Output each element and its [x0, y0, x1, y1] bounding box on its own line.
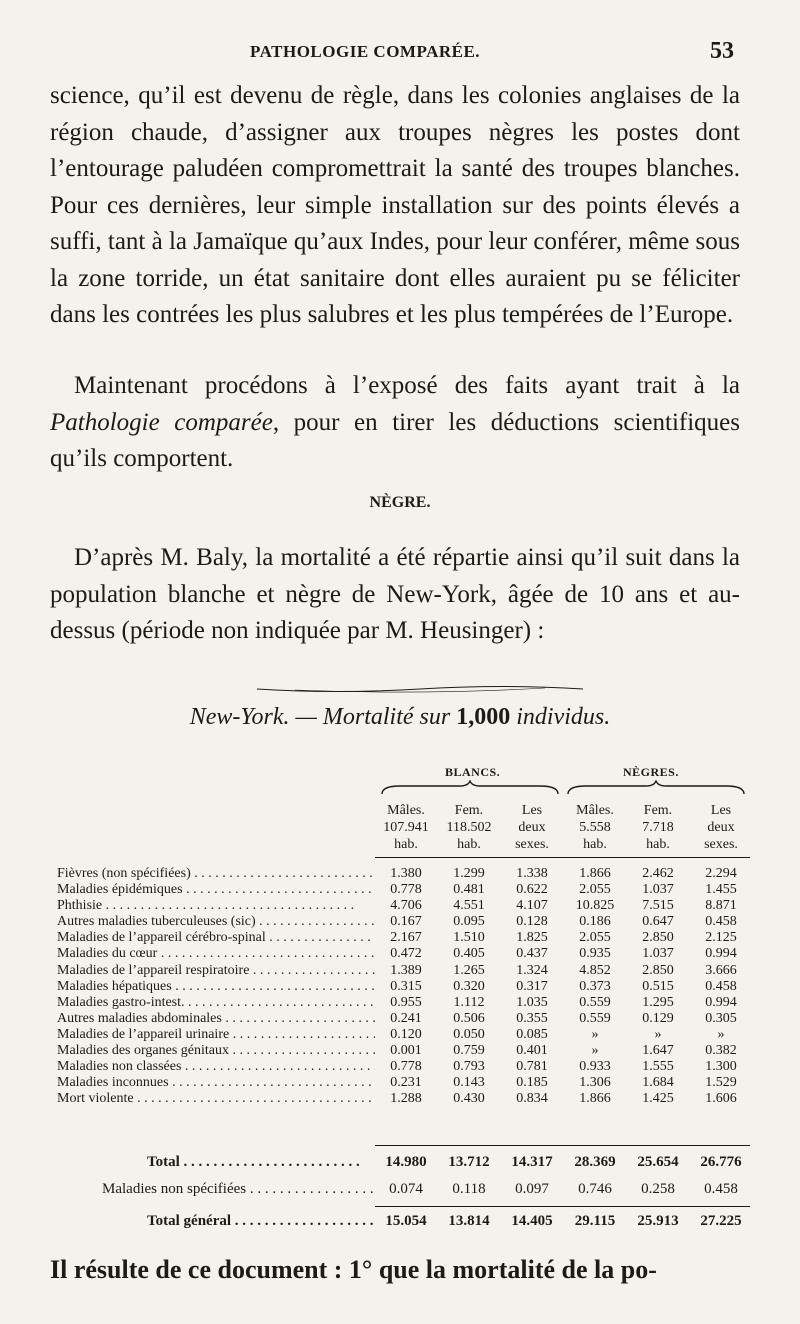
table-cell: 27.225 [700, 1213, 742, 1229]
unspecified-row [57, 1180, 757, 1198]
page-number: 53 [710, 38, 734, 64]
row-label: Maladies non classées . . . [57, 1059, 375, 1075]
table-cell: 1.035 [516, 994, 548, 1010]
paragraph-1: science, qu’il est devenu de règle, dans les colonies anglaises de la région chaude, d’assigner aux troupes nègres les postes dont l’entourage paludéen compromettrait la santé des troupes blanches. Pour ces dernières, leur simple installation sur des points élevés a suffi, tant à la Jamaïque qu’aux Indes, pour leur conférer, même sous la zone torride, un état sanitaire dont elles auraient pu se féliciter dans les contrées les plus salubres et les plus tempérées de l’Europe. [50, 82, 740, 328]
column-header-line: Les [710, 803, 732, 818]
row-label: Maladies de l’appareil respiratoire . . . [57, 963, 375, 979]
column-header [438, 802, 500, 853]
group-head-negres: NÈGRES. [623, 765, 679, 779]
table-cell: 0.955 [390, 994, 422, 1010]
table-cell: 0.258 [641, 1181, 675, 1197]
table-cell: 1.510 [453, 930, 485, 946]
table-row [57, 979, 757, 995]
table-cell: 0.746 [578, 1181, 612, 1197]
table-cell: 7.515 [642, 898, 674, 914]
table-cell: 0.437 [516, 946, 548, 962]
table-cell: 1.684 [642, 1075, 674, 1091]
row-label: Maladies épidémiques . . . [57, 882, 375, 898]
table-rule-top [375, 857, 750, 858]
table-cell: 1.425 [642, 1091, 674, 1107]
table-row [57, 995, 757, 1011]
table-cell: 0.778 [390, 1059, 422, 1075]
table-row [57, 1091, 757, 1107]
row-label: Autres maladies abdominales . . . [57, 1011, 375, 1027]
table-cell: 0.373 [579, 978, 611, 994]
table-cell: 2.125 [705, 930, 737, 946]
row-label: Maladies de l’appareil urinaire . . . [57, 1027, 375, 1043]
table-cell: 0.994 [705, 994, 737, 1010]
table-cell: 0.559 [579, 1010, 611, 1026]
table-row [57, 1059, 757, 1075]
table-row [57, 1027, 757, 1043]
table-title [0, 704, 800, 731]
table-cell: 1.037 [642, 882, 674, 898]
table-cell: 2.294 [705, 866, 737, 881]
table-cell: 1.295 [642, 994, 674, 1010]
table-cell: 0.315 [390, 978, 422, 994]
table-cell: 1.112 [453, 994, 485, 1010]
table-cell: 0.355 [516, 1010, 548, 1026]
column-header [627, 802, 689, 853]
table-cell: 0.085 [516, 1026, 548, 1042]
table-cell: 2.850 [642, 962, 674, 978]
table-row [57, 1011, 757, 1027]
table-cell: 0.305 [705, 1010, 737, 1026]
table-cell: 0.231 [390, 1075, 422, 1091]
table-cell: 0.241 [390, 1010, 422, 1026]
table-cell: 1.300 [705, 1059, 737, 1075]
table-cell: 2.055 [579, 930, 611, 946]
column-header-line: deux [518, 820, 546, 835]
table-cell: 0.401 [516, 1043, 548, 1059]
paragraph-2-end: , pour en tirer les déductions scientifiques qu’ils comportent. [50, 408, 740, 472]
table-cell: » [591, 1043, 599, 1059]
column-header-line: Fem. [454, 803, 484, 818]
column-header-line: deux [707, 820, 735, 835]
table-cell: 0.506 [453, 1010, 485, 1026]
table-cell: » [654, 1026, 662, 1042]
row-label: Maladies gastro-intest. . . . [57, 995, 375, 1011]
column-header-line: 5.558 [579, 820, 611, 835]
table-row [57, 914, 757, 930]
column-header-line: sexes. [704, 837, 738, 852]
column-header-line: hab. [457, 837, 481, 852]
grand-total-row [57, 1212, 757, 1230]
table-cell: 2.055 [579, 882, 611, 898]
table-cell: 4.551 [453, 898, 485, 914]
table-cell: 0.472 [390, 946, 422, 962]
row-label: Maladies hépatiques . . . [57, 979, 375, 995]
column-header-line: hab. [394, 837, 418, 852]
table-cell: 0.405 [453, 946, 485, 962]
table-cell: 14.980 [385, 1154, 427, 1170]
table-cell: 13.712 [448, 1154, 490, 1170]
table-row [57, 963, 757, 979]
table-cell: 0.647 [642, 914, 674, 930]
table-cell: 0.097 [515, 1181, 549, 1197]
table-row [57, 866, 757, 882]
table-cell: 0.458 [705, 914, 737, 930]
table-cell: 0.167 [390, 914, 422, 930]
table-cell: 10.825 [575, 898, 615, 914]
column-header-line: Mâles. [387, 803, 425, 818]
table-cell: 0.622 [516, 882, 548, 898]
table-row [57, 930, 757, 946]
table-cell: 4.852 [579, 962, 611, 978]
column-header-line: sexes. [515, 837, 549, 852]
table-cell: 1.389 [390, 962, 422, 978]
column-header [564, 802, 626, 853]
table-cell: 0.001 [390, 1043, 422, 1059]
table-cell: 1.529 [705, 1075, 737, 1091]
table-cell: 0.933 [579, 1059, 611, 1075]
column-header-line: 7.718 [642, 820, 674, 835]
table-cell: 1.647 [642, 1043, 674, 1059]
table-cell: 1.265 [453, 962, 485, 978]
table-cell: 0.185 [516, 1075, 548, 1091]
table-title-place: New-York. [189, 704, 290, 730]
table-cell: 0.559 [579, 994, 611, 1010]
row-label: Fièvres (non spécifiées) . . . [57, 866, 375, 882]
column-header [690, 802, 752, 853]
table-cell: 25.913 [637, 1213, 679, 1229]
brace-blancs [380, 780, 560, 796]
table-cell: 25.654 [637, 1154, 679, 1170]
table-cell: 0.515 [642, 978, 674, 994]
table-cell: 0.994 [705, 946, 737, 962]
table-cell: 0.128 [516, 914, 548, 930]
table-cell: 1.866 [579, 1091, 611, 1107]
table-cell: 1.606 [705, 1091, 737, 1107]
paragraph-2-start: Maintenant procédons à l’exposé des faits ayant trait à la [74, 372, 740, 399]
table-cell: 8.871 [705, 898, 737, 914]
table-cell: 0.481 [453, 882, 485, 898]
table-cell: 0.793 [453, 1059, 485, 1075]
table-cell: 1.037 [642, 946, 674, 962]
column-header-line: Mâles. [576, 803, 614, 818]
group-head-blancs: BLANCS. [445, 765, 501, 779]
table-cell: 29.115 [574, 1213, 616, 1229]
table-cell: 0.458 [704, 1181, 738, 1197]
table-cell: 14.405 [511, 1213, 553, 1229]
table-cell: » [591, 1026, 599, 1042]
row-label: Phthisie . . . [57, 898, 375, 914]
running-title: PATHOLOGIE COMPARÉE. [250, 42, 481, 61]
column-header-line: 118.502 [446, 820, 492, 835]
grand-total-label: Total général . . . [147, 1212, 375, 1230]
row-label: Mort violente . . . [57, 1091, 375, 1107]
column-header-line: hab. [646, 837, 670, 852]
row-label: Autres maladies tuberculeuses (sic) . . . [57, 914, 375, 930]
table-cell: 0.317 [516, 978, 548, 994]
table-row [57, 898, 757, 914]
table-cell: 0.118 [452, 1181, 486, 1197]
row-label: Maladies des organes génitaux . . . [57, 1043, 375, 1059]
row-label: Maladies inconnues . . . [57, 1075, 375, 1091]
table-cell: 0.186 [579, 914, 611, 930]
table-row [57, 1075, 757, 1091]
table-row [57, 1043, 757, 1059]
column-header [501, 802, 563, 853]
table-cell: 0.458 [705, 978, 737, 994]
column-header-line: Les [521, 803, 543, 818]
table-cell: 0.935 [579, 946, 611, 962]
column-header [375, 802, 437, 853]
table-cell: 2.850 [642, 930, 674, 946]
table-cell: 0.129 [642, 1010, 674, 1026]
table-cell: 3.666 [705, 962, 737, 978]
paragraph-4: Il résulte de ce document : 1° que la mortalité de la po- [50, 1255, 657, 1284]
table-body [57, 866, 757, 1107]
table-rule-grand-total [375, 1206, 750, 1207]
table-cell: 13.814 [448, 1213, 490, 1229]
table-cell: 1.455 [705, 882, 737, 898]
ornament-rule [255, 682, 585, 696]
table-row [57, 946, 757, 962]
table-cell: 1.555 [642, 1059, 674, 1075]
section-heading: NÈGRE. [369, 494, 431, 511]
table-cell: 14.317 [511, 1154, 553, 1170]
table-cell: 0.143 [453, 1075, 485, 1091]
table-cell: 4.706 [390, 898, 422, 914]
table-title-end: individus. [510, 704, 611, 730]
table-cell: 0.430 [453, 1091, 485, 1107]
table-row [57, 882, 757, 898]
table-cell: 1.338 [516, 866, 548, 881]
row-label: Maladies du cœur . . . [57, 946, 375, 962]
total-row [57, 1153, 757, 1171]
table-cell: 0.095 [453, 914, 485, 930]
table-cell: 2.167 [390, 930, 422, 946]
table-cell: 2.462 [642, 866, 674, 881]
table-cell: 4.107 [516, 898, 548, 914]
table-cell: 15.054 [385, 1213, 427, 1229]
table-cell: 0.320 [453, 978, 485, 994]
table-cell: 0.120 [390, 1026, 422, 1042]
table-cell: 0.778 [390, 882, 422, 898]
table-title-middle: — Mortalité sur [289, 704, 457, 730]
paragraph-2 [50, 368, 740, 478]
table-cell: 1.866 [579, 866, 611, 881]
table-cell: 0.759 [453, 1043, 485, 1059]
table-cell: 1.288 [390, 1091, 422, 1107]
table-cell: » [717, 1026, 725, 1042]
total-label: Total . . . [147, 1153, 375, 1171]
table-cell: 1.299 [453, 866, 485, 881]
paragraph-2-italic: Pathologie comparée [50, 408, 273, 436]
column-header-line: hab. [583, 837, 607, 852]
table-cell: 0.050 [453, 1026, 485, 1042]
row-label: Maladies de l’appareil cérébro-spinal . . . [57, 930, 375, 946]
column-header-line: 107.941 [383, 820, 429, 835]
table-rule-total [375, 1145, 750, 1146]
unspecified-label: Maladies non spécifiées . . . [102, 1180, 375, 1198]
table-cell: 1.324 [516, 962, 548, 978]
table-cell: 28.369 [574, 1154, 616, 1170]
table-cell: 1.825 [516, 930, 548, 946]
paragraph-3: D’après M. Baly, la mortalité a été répartie ainsi qu’il suit dans la population blanche et nègre de New-York, âgée de 10 ans et au-dessus (période non indiquée par M. Heusinger) : [50, 544, 740, 644]
table-cell: 1.380 [390, 866, 422, 881]
table-cell: 1.306 [579, 1075, 611, 1091]
brace-negres [566, 780, 746, 796]
table-cell: 0.834 [516, 1091, 548, 1107]
table-cell: 0.781 [516, 1059, 548, 1075]
table-cell: 26.776 [700, 1154, 742, 1170]
table-cell: 0.074 [389, 1181, 423, 1197]
table-cell: 0.382 [705, 1043, 737, 1059]
table-title-number: 1,000 [456, 704, 511, 730]
column-header-line: Fem. [643, 803, 673, 818]
